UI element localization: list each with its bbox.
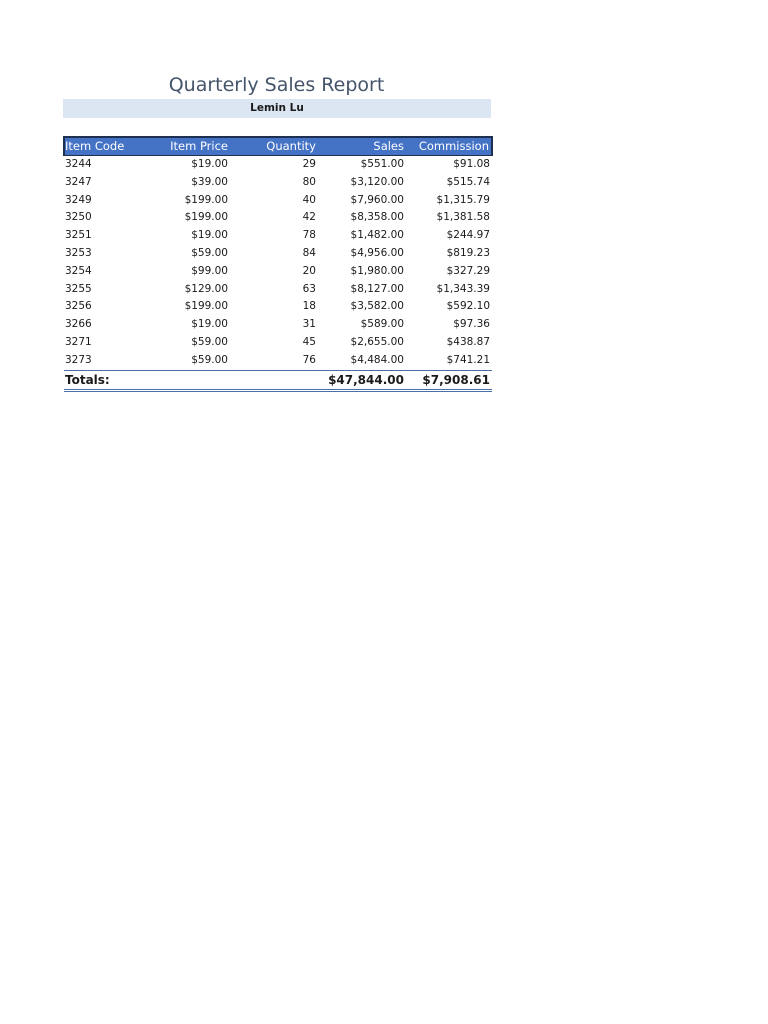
cell-sales[interactable]: $551.00 — [360, 158, 404, 170]
totals-row — [64, 370, 492, 390]
cell-quantity[interactable]: 45 — [302, 335, 316, 348]
table-row — [64, 316, 492, 334]
cell-quantity[interactable]: 31 — [302, 318, 316, 331]
cell-quantity[interactable]: 63 — [302, 282, 316, 295]
table-header — [64, 137, 492, 156]
cell-item-price[interactable]: $59.00 — [191, 353, 228, 366]
cell-item-code[interactable]: 3254 — [65, 264, 92, 277]
cell-sales[interactable]: $1,980.00 — [350, 264, 404, 277]
cell-quantity[interactable]: 42 — [302, 211, 316, 224]
cell-sales[interactable]: $4,956.00 — [350, 246, 404, 259]
cell-commission[interactable]: $91.08 — [453, 158, 490, 170]
cell-item-code[interactable]: 3253 — [65, 246, 92, 259]
sales-report — [63, 72, 491, 392]
table-row — [64, 192, 492, 210]
totals-label: Totals: — [64, 370, 134, 390]
cell-item-code[interactable]: 3256 — [65, 300, 92, 313]
column-header-commission[interactable]: Commission — [406, 137, 492, 156]
table-row — [64, 156, 492, 174]
column-header-item-code[interactable]: Item Code — [64, 137, 134, 156]
table-row — [64, 334, 492, 352]
cell-commission[interactable]: $1,343.39 — [436, 282, 490, 295]
cell-item-price[interactable]: $19.00 — [191, 158, 228, 170]
totals-empty-price — [134, 370, 230, 390]
cell-commission[interactable]: $244.97 — [446, 229, 490, 242]
report-subtitle: Lemin Lu — [63, 99, 491, 118]
cell-commission[interactable]: $97.36 — [453, 318, 490, 331]
cell-sales[interactable]: $2,655.00 — [350, 335, 404, 348]
cell-quantity[interactable]: 78 — [302, 229, 316, 242]
cell-item-code[interactable]: 3244 — [65, 158, 92, 170]
totals-commission: $7,908.61 — [406, 370, 492, 390]
cell-item-price[interactable]: $59.00 — [191, 246, 228, 259]
cell-commission[interactable]: $592.10 — [446, 300, 490, 313]
cell-commission[interactable]: $1,381.58 — [436, 211, 490, 224]
cell-commission[interactable]: $438.87 — [446, 335, 490, 348]
table-footer — [64, 370, 492, 390]
cell-commission[interactable]: $741.21 — [446, 353, 490, 366]
column-header-item-price[interactable]: Item Price — [134, 137, 230, 156]
cell-commission[interactable]: $515.74 — [446, 175, 490, 188]
cell-item-price[interactable]: $199.00 — [184, 300, 228, 313]
table-row — [64, 352, 492, 370]
cell-quantity[interactable]: 18 — [302, 300, 316, 313]
cell-item-price[interactable]: $19.00 — [191, 318, 228, 331]
table-row — [64, 209, 492, 227]
cell-quantity[interactable]: 80 — [302, 175, 316, 188]
cell-commission[interactable]: $819.23 — [446, 246, 490, 259]
spacer — [63, 118, 491, 136]
cell-sales[interactable]: $7,960.00 — [350, 193, 404, 206]
cell-item-code[interactable]: 3273 — [65, 353, 92, 366]
table-row — [64, 263, 492, 281]
cell-quantity[interactable]: 76 — [302, 353, 316, 366]
cell-sales[interactable]: $8,127.00 — [350, 282, 404, 295]
cell-commission[interactable]: $1,315.79 — [436, 193, 490, 206]
column-header-quantity[interactable]: Quantity — [230, 137, 318, 156]
table-row — [64, 174, 492, 192]
table-row — [64, 281, 492, 299]
totals-sales: $47,844.00 — [318, 370, 406, 390]
cell-item-code[interactable]: 3247 — [65, 175, 92, 188]
cell-sales[interactable]: $3,120.00 — [350, 175, 404, 188]
cell-sales[interactable]: $8,358.00 — [350, 211, 404, 224]
cell-quantity[interactable]: 40 — [302, 193, 316, 206]
cell-item-code[interactable]: 3255 — [65, 282, 92, 295]
cell-commission[interactable]: $327.29 — [446, 264, 490, 277]
cell-item-code[interactable]: 3271 — [65, 335, 92, 348]
cell-item-price[interactable]: $39.00 — [191, 175, 228, 188]
cell-item-price[interactable]: $199.00 — [184, 193, 228, 206]
cell-sales[interactable]: $4,484.00 — [350, 353, 404, 366]
sales-table — [63, 136, 493, 392]
table-row — [64, 298, 492, 316]
cell-quantity[interactable]: 84 — [302, 246, 316, 259]
table-row — [64, 245, 492, 263]
cell-item-code[interactable]: 3266 — [65, 318, 92, 331]
cell-item-price[interactable]: $199.00 — [184, 211, 228, 224]
cell-quantity[interactable]: 20 — [302, 264, 316, 277]
cell-item-code[interactable]: 3249 — [65, 193, 92, 206]
report-title: Quarterly Sales Report — [168, 74, 385, 96]
cell-item-code[interactable]: 3250 — [65, 211, 92, 224]
cell-sales[interactable]: $3,582.00 — [350, 300, 404, 313]
header-row — [64, 137, 492, 156]
cell-item-price[interactable]: $59.00 — [191, 335, 228, 348]
cell-item-price[interactable]: $99.00 — [191, 264, 228, 277]
cell-sales[interactable]: $1,482.00 — [350, 229, 404, 242]
cell-item-price[interactable]: $129.00 — [184, 282, 228, 295]
table-body — [64, 156, 492, 371]
column-header-sales[interactable]: Sales — [318, 137, 406, 156]
table-row — [64, 227, 492, 245]
cell-quantity[interactable]: 29 — [302, 158, 316, 170]
totals-empty-quantity — [230, 370, 318, 390]
cell-item-code[interactable]: 3251 — [65, 229, 92, 242]
cell-item-price[interactable]: $19.00 — [191, 229, 228, 242]
cell-sales[interactable]: $589.00 — [360, 318, 404, 331]
